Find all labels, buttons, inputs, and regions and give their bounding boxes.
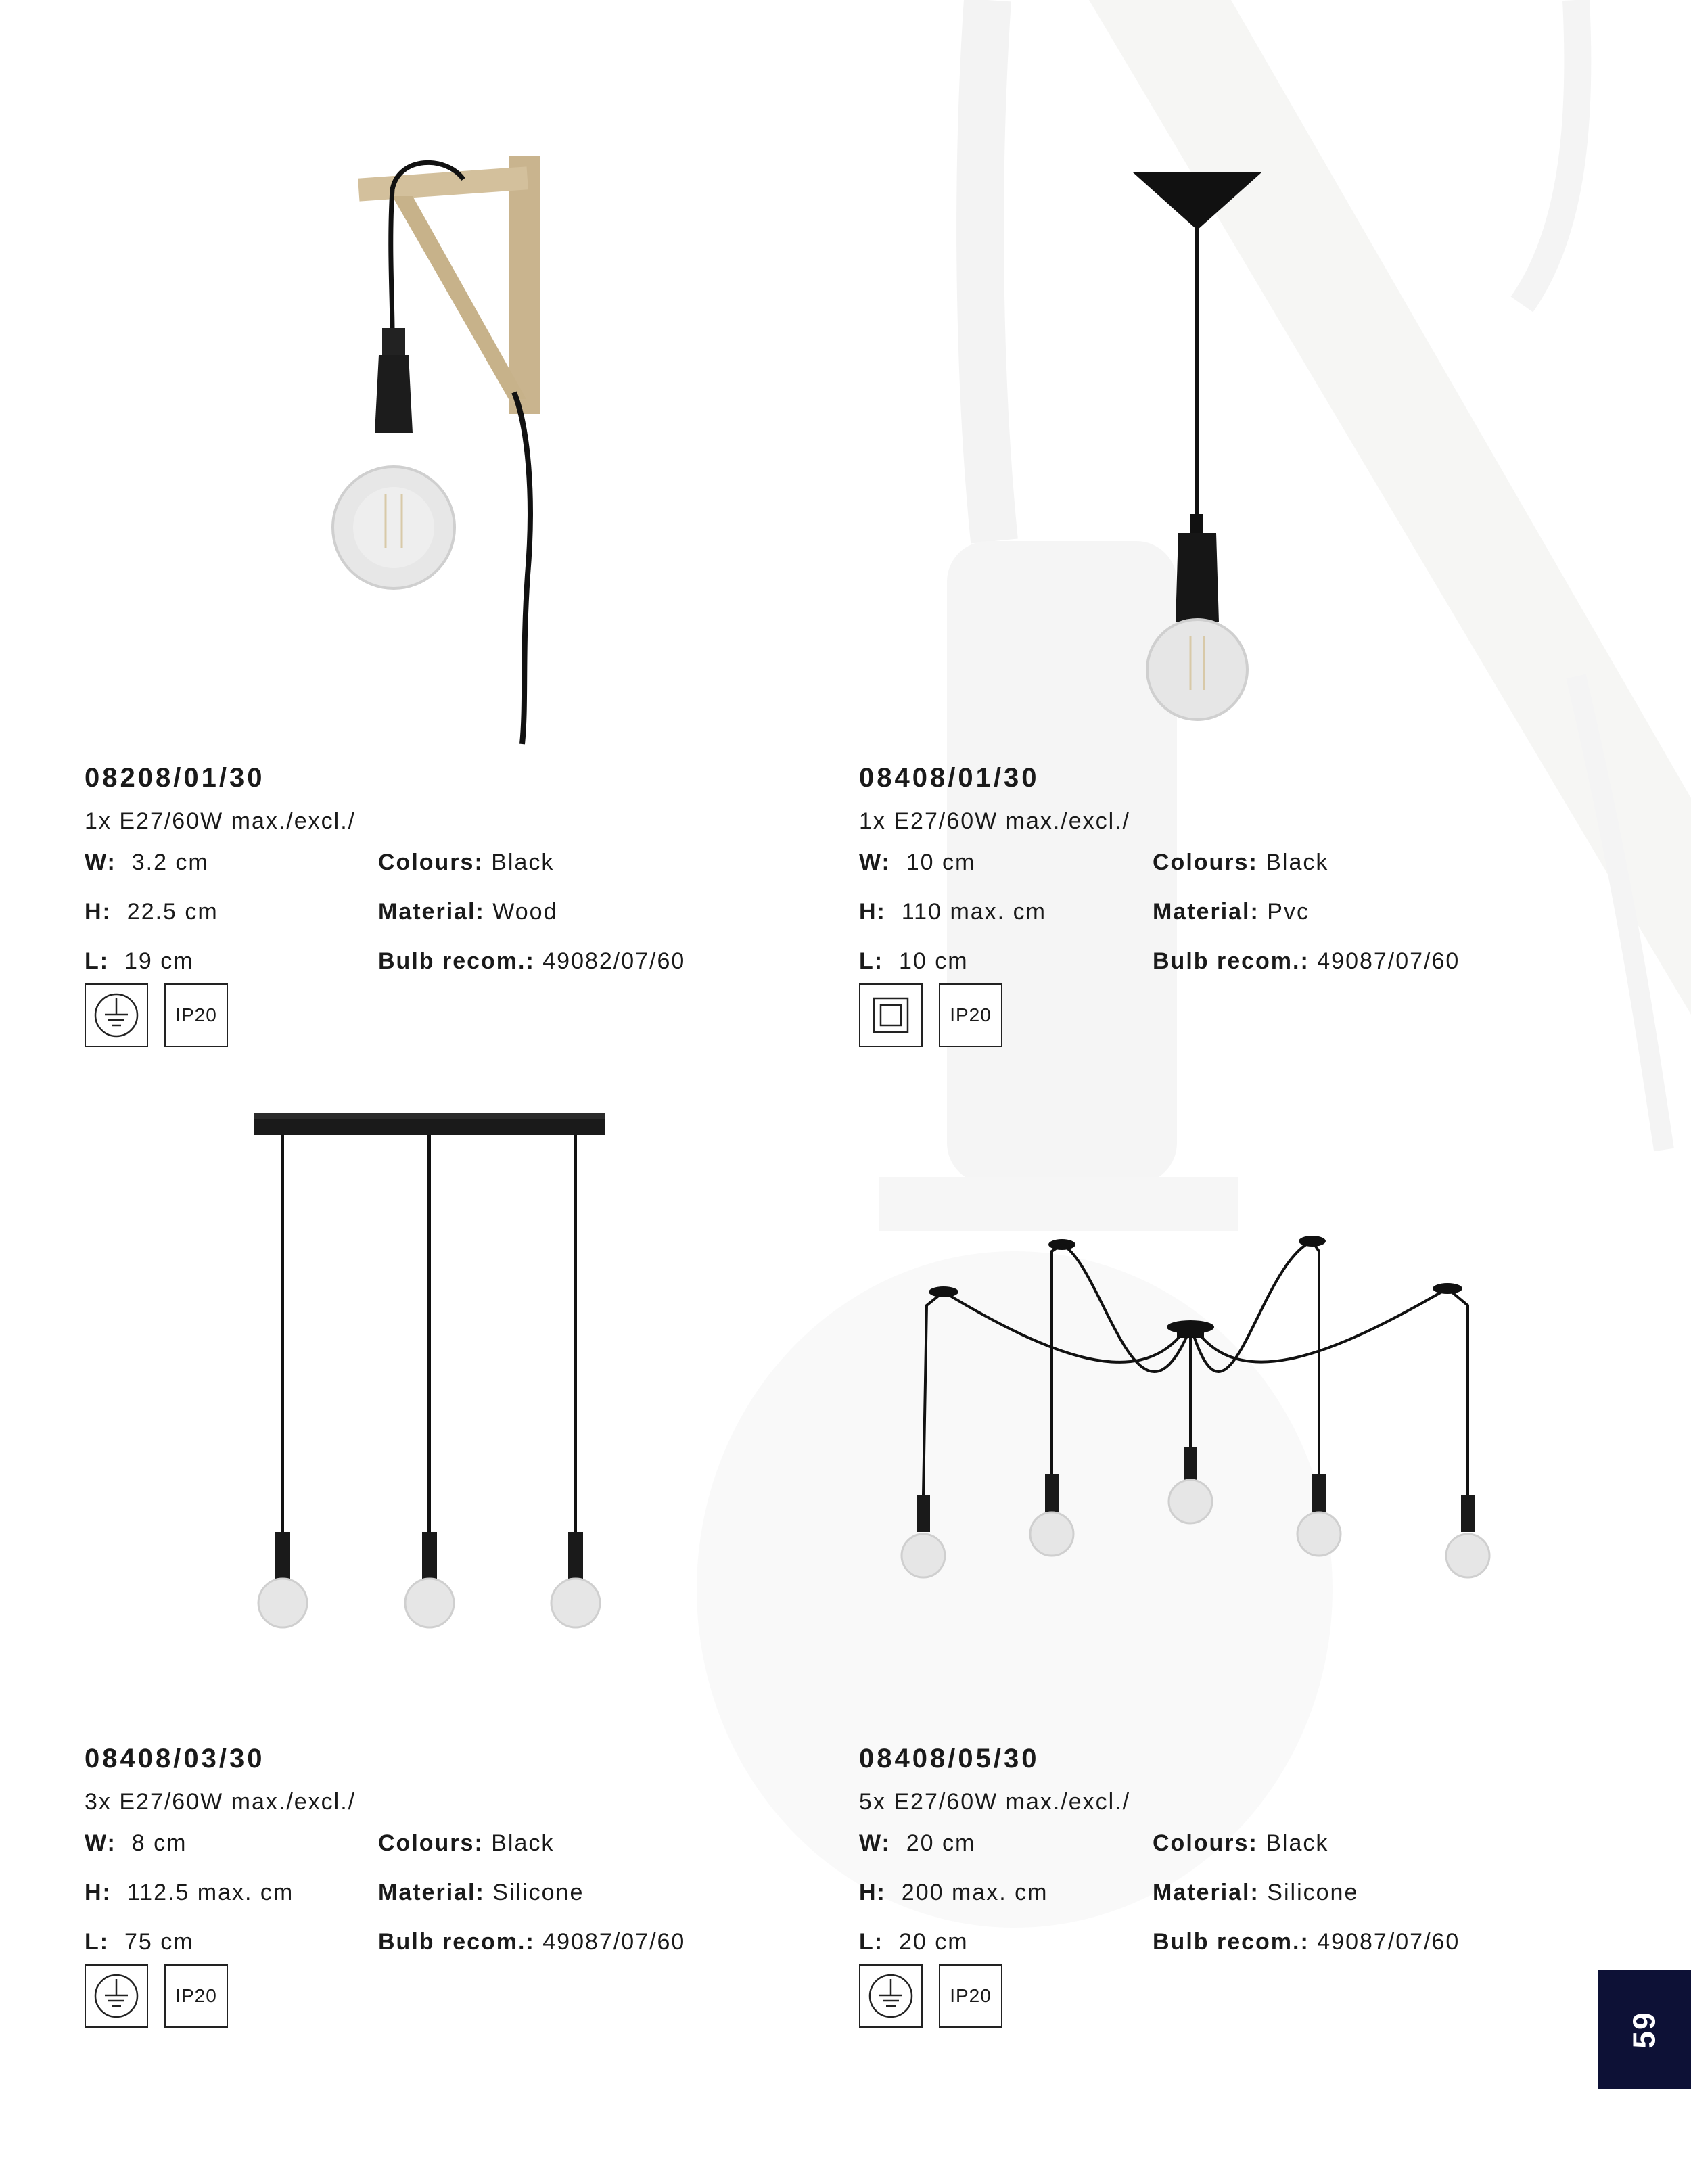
length-spec: L: 20 cm — [859, 1929, 969, 1955]
bulb-recommendation: Bulb recom.: 49087/07/60 — [378, 1929, 686, 1955]
spec-table — [85, 850, 802, 998]
earth-ground-icon — [85, 1964, 148, 2028]
double-insulation-icon — [859, 983, 923, 1047]
colours-spec: Colours: Black — [1153, 850, 1329, 875]
earth-ground-icon — [85, 983, 148, 1047]
length-spec: L: 10 cm — [859, 948, 969, 974]
page-number-tab — [1598, 1970, 1691, 2089]
five-light-spider-pendant-image — [879, 1224, 1515, 1603]
ip-rating-badge: IP20 — [164, 1964, 228, 2028]
product-code: 08408/01/30 — [859, 763, 1040, 793]
bulb-spec: 3x E27/60W max./excl./ — [85, 1789, 356, 1815]
bulb-spec: 1x E27/60W max./excl./ — [85, 808, 356, 834]
product-code: 08208/01/30 — [85, 763, 265, 793]
product-code: 08408/05/30 — [859, 1744, 1040, 1773]
material-spec: Material: Silicone — [378, 1880, 584, 1905]
length-spec: L: 75 cm — [85, 1929, 194, 1955]
colours-spec: Colours: Black — [378, 850, 555, 875]
product-card — [859, 763, 1576, 1025]
ip-rating-badge: IP20 — [939, 1964, 1002, 2028]
height-spec: H: 112.5 max. cm — [85, 1880, 294, 1905]
colours-spec: Colours: Black — [1153, 1830, 1329, 1856]
bulb-recommendation: Bulb recom.: 49087/07/60 — [1153, 1929, 1460, 1955]
bulb-spec: 5x E27/60W max./excl./ — [859, 1789, 1131, 1815]
bulb-recommendation: Bulb recom.: 49082/07/60 — [378, 948, 686, 974]
width-spec: W: 3.2 cm — [85, 850, 209, 875]
product-card — [859, 1744, 1576, 2006]
spec-table — [859, 850, 1576, 998]
width-spec: W: 20 cm — [859, 1830, 976, 1856]
product-code: 08408/03/30 — [85, 1744, 265, 1773]
page-number: 59 — [1626, 2010, 1662, 2049]
product-card — [85, 1744, 802, 2006]
material-spec: Material: Pvc — [1153, 899, 1310, 925]
single-pendant-lamp-image — [1123, 162, 1272, 730]
ip-rating-badge: IP20 — [939, 983, 1002, 1047]
height-spec: H: 200 max. cm — [859, 1880, 1048, 1905]
height-spec: H: 110 max. cm — [859, 899, 1046, 925]
length-spec: L: 19 cm — [85, 948, 194, 974]
material-spec: Material: Silicone — [1153, 1880, 1359, 1905]
three-light-bar-pendant-image — [250, 1109, 616, 1637]
width-spec: W: 8 cm — [85, 1830, 187, 1856]
earth-ground-icon — [859, 1964, 923, 2028]
product-card — [85, 763, 802, 1025]
bulb-recommendation: Bulb recom.: 49087/07/60 — [1153, 948, 1460, 974]
ip-rating-badge: IP20 — [164, 983, 228, 1047]
bulb-spec: 1x E27/60W max./excl./ — [859, 808, 1131, 834]
width-spec: W: 10 cm — [859, 850, 976, 875]
spec-table — [859, 1830, 1576, 1979]
material-spec: Material: Wood — [378, 899, 558, 925]
height-spec: H: 22.5 cm — [85, 899, 218, 925]
spec-table — [85, 1830, 802, 1979]
colours-spec: Colours: Black — [378, 1830, 555, 1856]
wall-bracket-lamp-image — [311, 142, 568, 751]
